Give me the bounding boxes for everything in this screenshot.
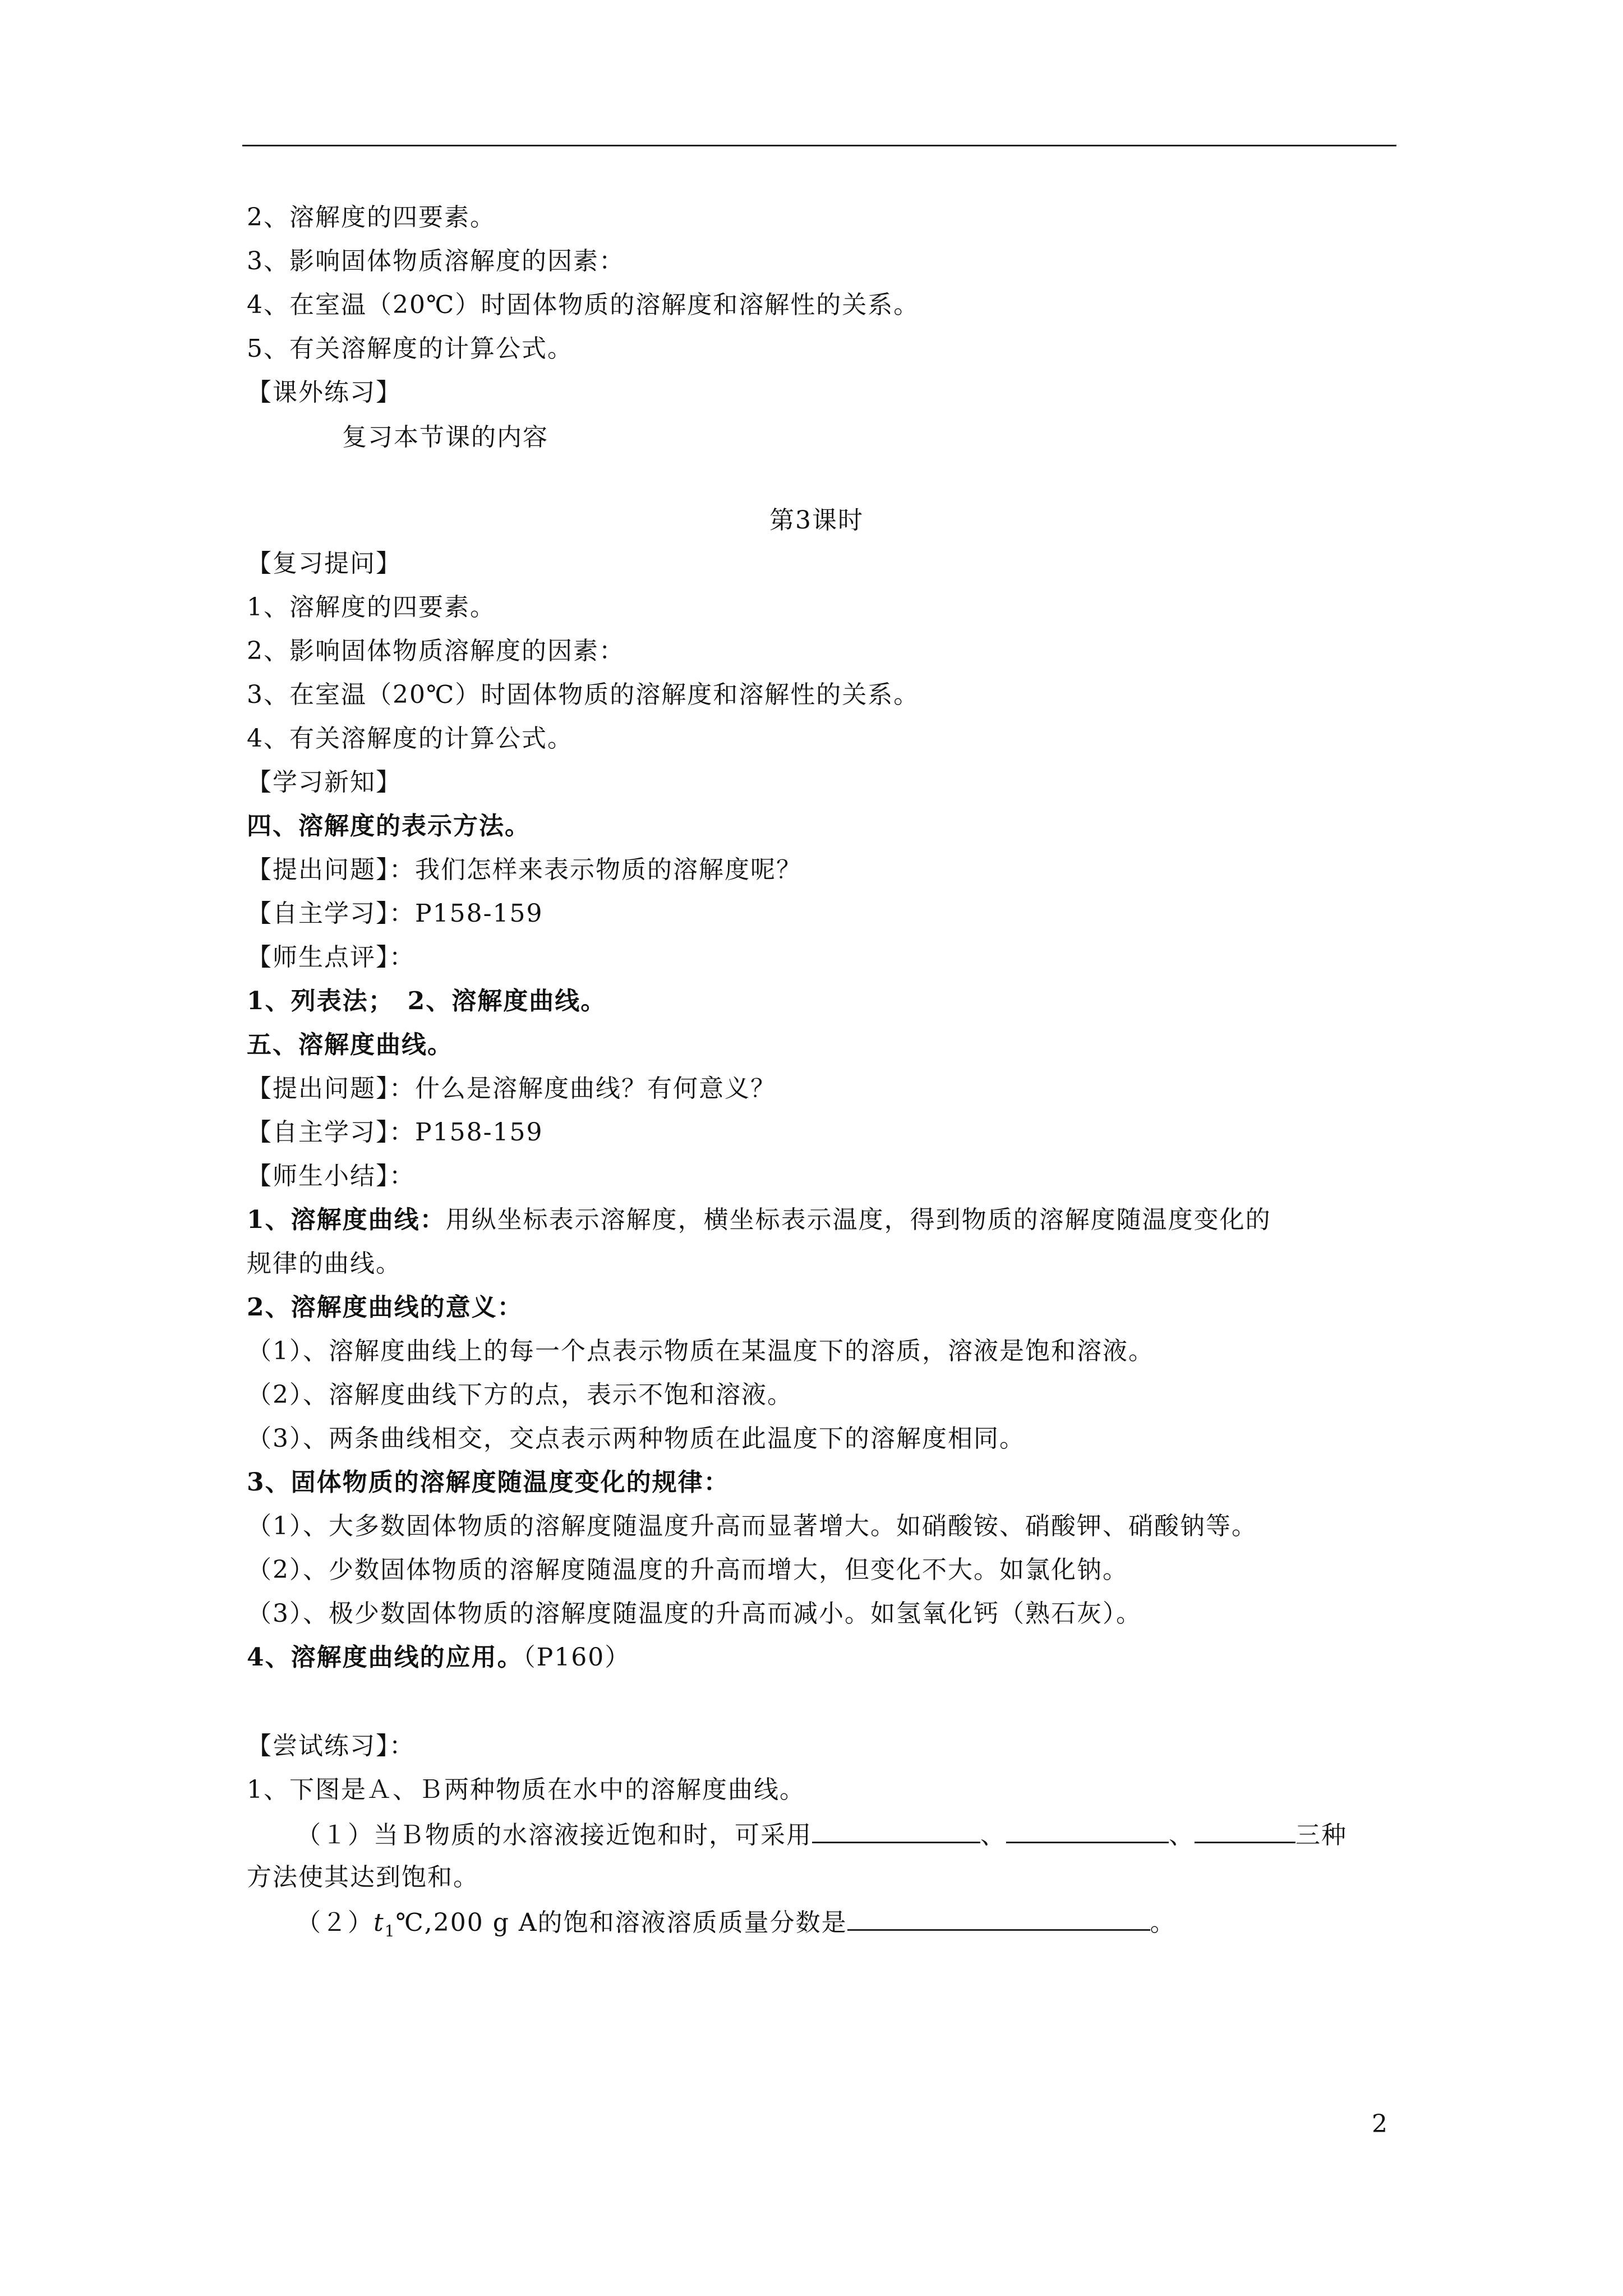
practice-question-1: 1、下图是Ａ、Ｂ两种物质在水中的溶解度曲线。 xyxy=(247,1775,805,1804)
q1-part2-sub: 1 xyxy=(384,1921,396,1940)
new-knowledge-heading: 【学习新知】 xyxy=(247,768,402,797)
practice-q1-part2 xyxy=(296,1904,1176,1948)
definition-label: 1、溶解度曲线： xyxy=(247,1205,446,1234)
section-5-question: 【提出问题】：什么是溶解度曲线？有何意义？ xyxy=(247,1074,776,1103)
prev-item-5: 5、有关溶解度的计算公式。 xyxy=(247,334,573,363)
q1-part1-prefix: （１）当Ｂ物质的水溶液接近饱和时，可采用 xyxy=(296,1821,812,1849)
section-4-self-study: 【自主学习】：P158-159 xyxy=(247,899,543,928)
section-5-title: 五、溶解度曲线。 xyxy=(247,1030,453,1059)
q1-part2-t: t xyxy=(374,1908,385,1937)
meaning-item-1: （1）、溶解度曲线上的每一个点表示物质在某温度下的溶质，溶液是饱和溶液。 xyxy=(247,1337,1154,1365)
review-item-4: 4、有关溶解度的计算公式。 xyxy=(247,724,573,753)
practice-q1-part1-line2: 方法使其达到饱和。 xyxy=(247,1863,479,1892)
rule-item-2: （2）、少数固体物质的溶解度随温度的升高而增大，但变化不大。如氯化钠。 xyxy=(247,1556,1128,1584)
q1-separator-1: 、 xyxy=(980,1821,1006,1849)
q1-part2-mid: ℃,200 g A的饱和溶液溶质质量分数是 xyxy=(395,1908,847,1937)
extra-practice-heading: 【课外练习】 xyxy=(247,378,402,407)
application-ref: （P160） xyxy=(523,1643,631,1672)
review-item-2: 2、影响固体物质溶解度的因素： xyxy=(247,637,625,665)
header-rule xyxy=(242,145,1396,146)
q1-part2-end: 。 xyxy=(1150,1908,1176,1937)
q1-separator-2: 、 xyxy=(1169,1821,1195,1849)
meaning-label: 2、溶解度曲线的意义： xyxy=(247,1293,523,1322)
rule-item-3: （3）、极少数固体物质的溶解度随温度的升高而减小。如氢氧化钙（熟石灰）。 xyxy=(247,1599,1142,1628)
extra-practice-text: 复习本节课的内容 xyxy=(342,423,548,452)
q1-part1-suffix: 三种 xyxy=(1295,1821,1347,1849)
section-4-comment: 【师生点评】： xyxy=(247,943,415,972)
section-5-self-study: 【自主学习】：P158-159 xyxy=(247,1118,543,1147)
definition-line-1 xyxy=(247,1203,1271,1237)
answer-blank-3[interactable] xyxy=(1195,1817,1295,1843)
meaning-item-2: （2）、溶解度曲线下方的点，表示不饱和溶液。 xyxy=(247,1381,793,1409)
answer-blank-1[interactable] xyxy=(812,1817,980,1843)
section-4-question: 【提出问题】：我们怎样来表示物质的溶解度呢？ xyxy=(247,855,802,884)
prev-item-2: 2、溶解度的四要素。 xyxy=(247,203,496,232)
review-item-1: 1、溶解度的四要素。 xyxy=(247,593,496,622)
prev-item-4: 4、在室温（20℃）时固体物质的溶解度和溶解性的关系。 xyxy=(247,291,920,319)
meaning-item-3: （3）、两条曲线相交，交点表示两种物质在此温度下的溶解度相同。 xyxy=(247,1424,1025,1453)
practice-q1-part1 xyxy=(296,1817,1347,1852)
prev-item-3: 3、影响固体物质溶解度的因素： xyxy=(247,247,625,275)
answer-blank-4[interactable] xyxy=(847,1904,1150,1931)
definition-line-2: 规律的曲线。 xyxy=(247,1249,402,1278)
review-item-3: 3、在室温（20℃）时固体物质的溶解度和溶解性的关系。 xyxy=(247,680,920,709)
practice-heading: 【尝试练习】： xyxy=(247,1732,415,1760)
answer-blank-2[interactable] xyxy=(1006,1817,1169,1843)
definition-text: 用纵坐标表示溶解度，横坐标表示温度，得到物质的溶解度随温度变化的 xyxy=(445,1205,1271,1234)
application-label: 4、溶解度曲线的应用。 xyxy=(247,1643,523,1672)
review-heading: 【复习提问】 xyxy=(247,549,402,578)
section-5-summary: 【师生小结】： xyxy=(247,1162,415,1190)
application-line xyxy=(247,1641,630,1674)
page-number: 2 xyxy=(1372,2110,1387,2138)
section-4-methods: 1、列表法； 2、溶解度曲线。 xyxy=(247,987,607,1015)
q1-part2-prefix: （２） xyxy=(296,1908,374,1937)
lesson-title: 第3课时 xyxy=(769,506,864,535)
rule-item-1: （1）、大多数固体物质的溶解度随温度升高而显著增大。如硝酸铵、硝酸钾、硝酸钠等。 xyxy=(247,1512,1257,1540)
section-4-title: 四、溶解度的表示方法。 xyxy=(247,812,531,840)
rule-label: 3、固体物质的溶解度随温度变化的规律： xyxy=(247,1468,730,1497)
